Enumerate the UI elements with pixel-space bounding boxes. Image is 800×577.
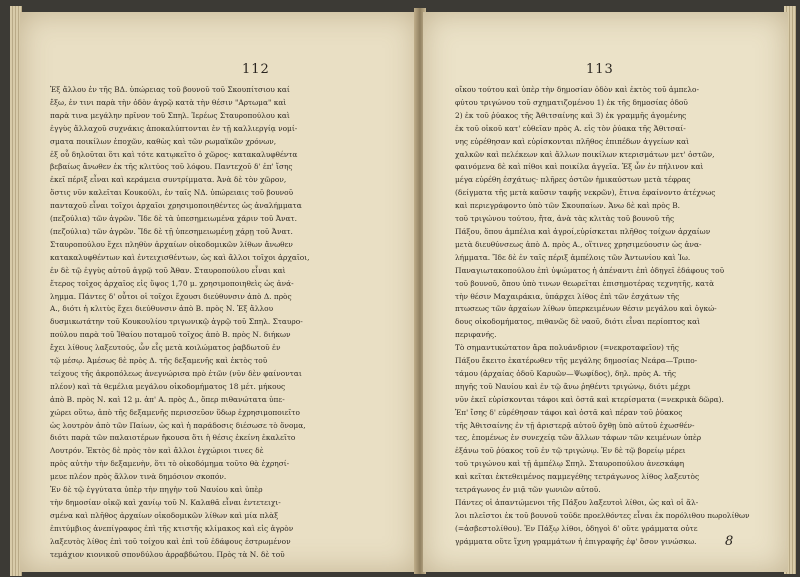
right-page-body-text: οἴκου τούτου καὶ ὑπὲρ τὴν δημοσίαν ὁδὸν καὶ ἐκτὸς τοῦ ἀμπελο- φύτου τριγώνου τοῦ σχηματιζομένου 1) ἐκ τῆς δημοσίας ὁδοῦ 2) ἐκ τοῦ ῥύακος τῆς Ἀθιτσαίνης καὶ 3) ἐκ γραμμῆς ἀγομένης ἐκ τοῦ οἰκοῦ κατ' εὐθεῖαν πρὸς Α. εἰς τὸν ῥύακα τῆς Ἀθιτσαί- νης εὑρέθησαν καὶ εὑρίσκονται πλῆθος ἐπιπέδων ἀγγείων καὶ χαλκῶν καὶ πελέκεων καὶ ἄλλων ποικίλων κτερισμάτων μετ' ὀστῶν, φαινόμενα δὲ καὶ πίθοι καὶ ποικίλα ἀγγεῖα. Ἐξ ὧν ἐν πήλινον καὶ μέγα εὑρέθη ἐσχάτως· πλῆρες ὀστῶν ἡμικαύστων μετὰ τέφρας (δείγματα τῆς μετὰ καῦσιν ταφῆς νεκρῶν), ἔτινα ἐφαίνοντο ἀτέχνως καὶ περιεγράφοντο ὑπὸ τῶν Σκουπαίων. Ἀνω δὲ καὶ πρὸς Β. τοῦ τριγώνου τούτου, ἤτα, ἀνὰ τὰς κλιτὰς τοῦ βουνοῦ τῆς Πάξου, ὅπου ἀμπέλια καὶ ἀγροί,εὑρίσκεται πλῆθος τοίχων ἀρχαίων μετὰ διευθύνσεως ἀπὸ Δ. πρὸς Α., οἵτινες χρησιμεύουσιν ὡς ἀνα- λήμματα. Ἴδε δὲ ἐν ταῖς πέριξ ἀμπέλοις τῶν Ἀντωνίου καὶ Ἰω. Παναγιωτακοπούλου ἐπὶ ὑψώματος ἡ ἀπέναντι ἐπὶ ὁδηγεῖ ἐδάφους τοῦ τοῦ βουνοῦ, ὅπου ὑπὸ τινων θεωρεῖται ἐπισημοτέρας τεχνητῆς, κατὰ τὴν θέσιν Μαχαιράκια, ὑπάρχει λίθος ἐπὶ τῶν ἐσχάτων τῆς πτωσεως τῶν ἀρχαίων λίθων ὑπερκειμένων θέσιν μεγάλου καὶ ὀγκώ- δους οἰκοδομήματος, πιθανῶς δὲ ναοῦ, διότι εἶναι περίοπτος καὶ περιφανής. Τὸ σημαντικώτατον ἄρα πολυάνδριον (=νεκροταφεῖον) τῆς Πάξου ἔκειτο ἑκατέρωθεν τῆς μεγάλης δημοσίας Νεάρα—Τριπο- τάμου (ἀρχαίας ὁδοῦ Καρυῶν—Ψωφίδος), δηλ. πρὸς Α. τῆς πηγῆς τοῦ Ναυίου καὶ ἐν τῷ ἄνω ῥηθέντι τριγώνῳ, διότι μέχρι νῦν ἐκεῖ εὑρίσκονται τάφοι καὶ ὀστᾶ καὶ κτερίσματα (=νεκρικὰ δῶρα). Ἐπ' ἴσης δ' εὑρέθησαν τάφοι καὶ ὀστᾶ καὶ πέραν τοῦ ῥύακος τῆς Ἀθιτσαίνης ἐν τῇ ἀριστερᾷ αὐτοῦ ὄχθῃ ὑπὸ αὐτοῦ ἐχωσθέν- τες, ἐπομένως ἐν συνεχείᾳ τῶν ἄλλων τάφων τῶν κειμένων ὑπὲρ ἐξάνω τοῦ ῥύακος τοῦ ἐν τῷ τριγώνῳ. Ἐν δὲ τῷ βορείῳ μέρει τοῦ τριγώνου καὶ τῇ ἀμπέλῳ Σπηλ. Σταυροπούλου ἀνεσκάφη καὶ κεῖται ἐκτεθειμένος παμμεγέθης τετράγωνος λίθος λαξευτὸς τετράγωνος ἐν μιᾷ τῶν γωνιῶν αὐτοῦ. Πάντες οἱ ἀπαντώμενοι τῆς Πάξου λαξευτοὶ λίθοι, ὡς καὶ οἱ ἄλ- λοι πλεῖστοι ἐκ τοῦ βουνοῦ τοῦδε προελθόντες εἶναι ἐκ πορόλιθου πωρολίθων (=ἀσβεστολίθου). Ἐν Πάξῳ λίθοι, ὁδηγοὶ δ' οὔτε γράμματα οὐτε γράμματα οὔτε ἴχνη γραμμάτων ἡ ἐπιγραφῆς ἐφ' ὅσον γινώσκω.	[455, 85, 750, 546]
right-page	[423, 12, 788, 572]
signature-mark: 8	[725, 534, 734, 549]
right-page-number: 113	[586, 62, 614, 77]
left-page	[20, 12, 418, 572]
left-page-body-text: Ἐξ ἄλλου ἐν τῆς ΒΔ. ὑπώρειας τοῦ βουνοῦ τοῦ Σκουπίτσιου καί ἔξω, ἐν τινι παρὰ τὴν ὁδὸν ἀγρῷ κατὰ τὴν θέσιν "Αρτωμα" καὶ παρὰ τινα μεγάλην πρῖνον τοῦ Σπηλ. Ἰερέως Σταυροπούλου καὶ ἐγγὺς ἄλλαχοῦ συχνάκις ἀποκαλύπτονται ἐν τῇ καλλιεργίᾳ νομί- σματα ποικίλων ἐποχῶν, καθὼς καὶ τῶν ρωμαϊκῶν χρόνων, ἐξ οὗ δηλοῦται ὅτι καὶ τότε κατῳκεῖτο ὁ χῶρος· κατακαλυφθέντα βεβαίως ἄνωθεν ἐκ τῆς κλιτύος τοῦ λόφου. Παντεχοῦ δ' ἐπ' ἴσης ἐκεῖ πέριξ εἶναι καὶ κεράμεια συντρίμματα. Ἀνὰ δὲ τὸν χῶρον, ὅστις νῦν καλεῖται Κουκούλι, ἐν ταῖς ΝΔ. ὑπώρειαις τοῦ βουνοῦ πανταχοῦ εἶναι τοῖχοι ἀρχαῖοι χρησιμοποιηθέντες ὡς ἀναλήμματα (πεζούλια) τῶν ἀγρῶν. Ἴδε δὲ τὰ ὑπεσημειωμένα χάριν τοῦ Ἀνατ. (πεζούλια) τῶν ἀγρῶν. Ἴδε δὲ τῇ ὑπεσημειωμένῃ χάρῃ τοῦ Ἀνατ. Σταυροπούλου ἔχει πληθὺν ἀρχαίων οἰκοδομικῶν λίθων ἄνωθεν κατακαλυφθέντων καὶ ἐντειχισθέντων, ὡς καὶ ἄλλοι τοῖχοι ἀρχαῖοι, ἐν δὲ τῷ ἐγγὺς αὐτοῦ ἀγρῷ τοῦ Ἀθαν. Σταυροπούλου εἶναι καὶ ἕτερος τοῖχος ἀρχαῖος εἰς ὕψος 1,70 μ. χρησιμοποιηθεὶς ὡς ἀνά- λημμα. Πάντες δ' οὗτοι οἱ τοῖχοι ἔχουσι διεύθυνσιν ἀπὸ Δ. πρὸς Α., διότι ἡ κλιτὺς ἔχει διεύθυνσιν ἀπὸ Β. πρὸς Ν. Ἐξ ἄλλου δυσμικωτάτην τοῦ Κουκουλίου τριγωνικῷ ἀγρῷ τοῦ Σπηλ. Σταυρο- πούλου παρὰ τοῦ Ἰθαίου ποταμοῦ τοῖχος ἀπὸ Β. πρὸς Ν. διήκων ἔχει λίθους λαξευτούς, ὧν εἷς μετὰ κοιλώματος ῥαβδωτοῦ ἐν τῷ μέσῳ. Ἀμέσως δὲ πρὸς Δ. τῆς δεξαμενῆς καὶ ἐκτὸς τοῦ τείχους τῆς ἀκροπόλεως ἀνεγνώρισα πρὸ ἐτῶν (νῦν δὲν φαίνονται πλέον) καὶ τὰ θεμέλια μεγάλου οἰκοδομήματος 18 μέτ. μήκους ἀπὸ Β. πρὸς Ν. καὶ 12 μ. ἀπ' Α. πρὸς Δ., ὅπερ πιθανώτατα ὑπε- χώρει οὕτω, ἀπὸ τῆς δεξαμενῆς περισσεῦον ὕδωρ ἐχρησιμοποιεῖτο ὡς λουτρὸν ἀπὸ τῶν Παίων, ὡς καὶ ἡ παράδοσις διέσωσε τὸ ὄνομα, διότι παρὰ τῶν παλαιοτέρων ἤκουσα ὅτι ἡ θέσις ἐκείνη ἐκαλεῖτο Λουτρόν. Ἐκτὸς δὲ πρὸς τὸν καὶ ἄλλοι ἐγχώριοι τινες δὲ πρὸς αὐτὴν τὴν δεξαμενὴν, ὅτι τὸ οἰκοδόμημα τοῦτο θὰ ἐχρησί- μευε πλέον πρὸς ἄλλον τινὰ δημόσιον σκοπόν. Ἐν δὲ τῷ ἐγγύτατα ὑπὲρ τὴν πηγὴν τοῦ Ναυίου καὶ ὑπὲρ τὴν δημοσίαν οἰκῷ καὶ χανίῳ τοῦ Ν. Καλαθᾶ εἶναι ἐντετειχι- σμένα καὶ πλῆθος ἀρχαίων οἰκοδομικῶν λίθων καὶ μία πλὰξ ἐπιτύμβιος ἀνεπίγραφος ἐπὶ τῆς κτιστῆς κλίμακος καὶ εἰς ἀγρὸν λαξευτὸς λίθος ἐπὶ τοῦ τοίχου καὶ ἐπὶ τοῦ ἐδάφους ἐστρωμένον τεμάχιον κιονικοῦ σπονδύλου ἀρραβδώτου. Πρὸς τὰ Ν. δὲ τοῦ	[50, 85, 310, 559]
left-page-number: 112	[242, 62, 270, 77]
